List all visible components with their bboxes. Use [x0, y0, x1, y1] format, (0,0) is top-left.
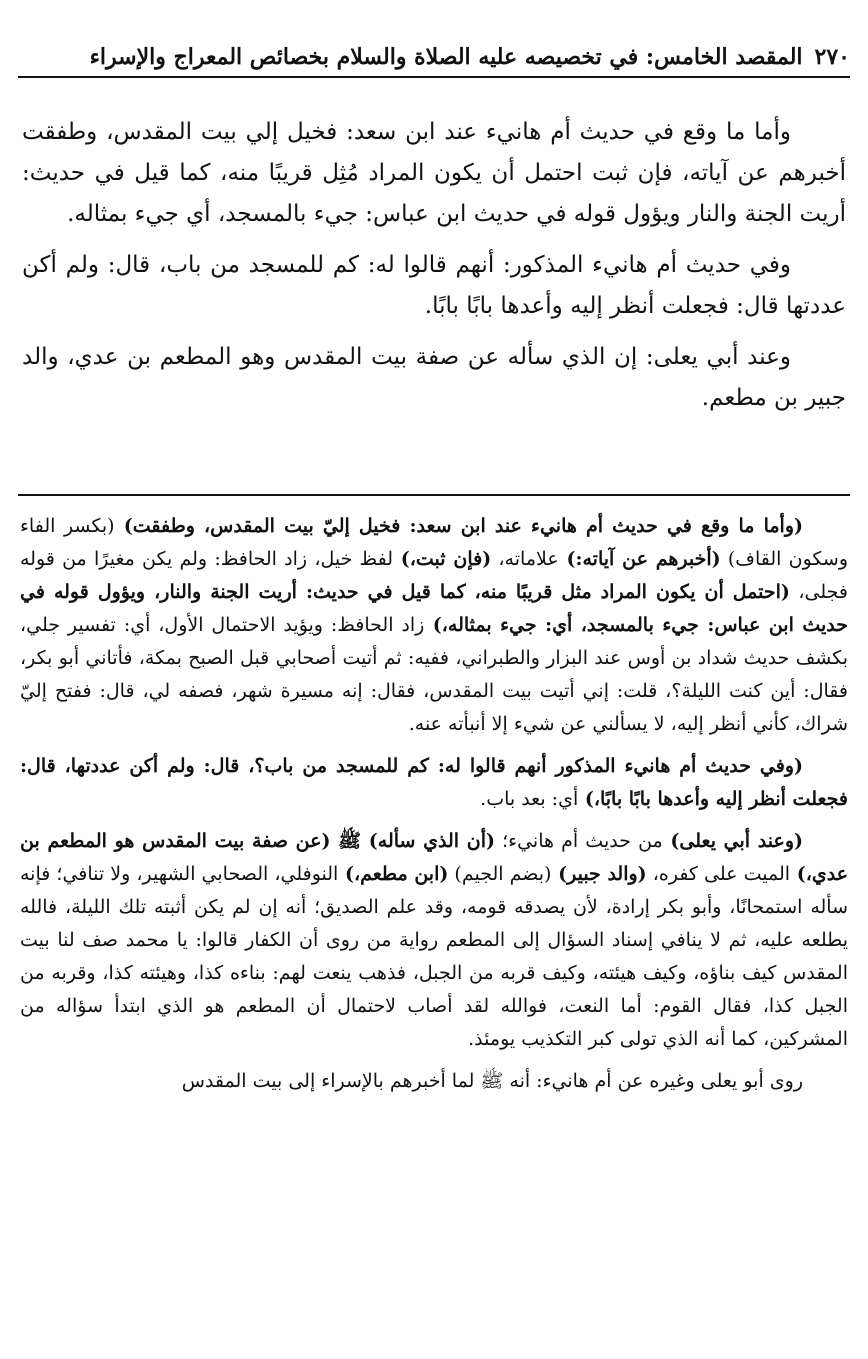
- quoted-matn-text: (وأما ما وقع في حديث أم هانيء عند ابن سعد: فخيل إليّ بيت المقدس، وطفقت): [114, 515, 803, 537]
- quoted-matn-text: (ابن مطعم،): [338, 863, 449, 885]
- commentary-gloss: روى أبو يعلى وغيره عن أم هانيء: أنه ﷺ لما أخبرهم بالإسراء إلى بيت المقدس: [181, 1070, 803, 1092]
- commentary-paragraph: [20, 510, 848, 741]
- commentary-gloss: النوفلي، الصحابي الشهير، ولا تنافي؛ فإنه سأله استمحانًا، وأبو بكر إرادة، لأن يصدقه قومه، وقد علم الصديق؛ أنه إن لم يكن أثبته تلك الليلة، فالله يطلعه عليه، ثم لا ينافي إسناد السؤال إلى المطعم رواية من روى أن الكفار قالوا: يا محمد صف لنا بيت المقدس كيف بناؤه، وكيف هيئته، وكيف قربه من الجبل، فذهب ينعت لهم: بناءه كذا، وهيئته كذا، وقربه من الجبل كذا، فقال القوم: أما النعت، فوالله لقد أصاب لاحتمال أن المطعم هو الذي ابتدأ سؤاله من المشركين، كما أنه الذي تولى كبر التكذيب يومئذ.: [20, 863, 848, 1050]
- commentary-gloss: (بضم الجيم): [448, 863, 552, 885]
- commentary-gloss: لفظ خيل، زاد الحافظ: ولم يكن مغيرًا من قوله فجلى،: [20, 548, 848, 603]
- quoted-matn-text: (والد جبير): [551, 863, 647, 885]
- commentary-text: [20, 510, 848, 1107]
- commentary-gloss: (بكسر الفاء وسكون القاف): [20, 515, 849, 570]
- commentary-paragraph: [20, 750, 848, 816]
- quoted-matn-text: (احتمل أن يكون المراد مثل قريبًا منه، كما قيل في حديث: أريت الجنة والنار، ويؤول قوله في حديث ابن عباس: جيء بالمسجد، أي: جيء بمثاله،): [20, 581, 848, 636]
- commentary-gloss: زاد الحافظ: ويؤيد الاحتمال الأول، أي: تفسير جلي، بكشف حديث شداد بن أوس عند البزار والطبراني، ففيه: ثم أتيت أصحابي قبل الصبح بمكة، فأتاني أبو بكر، فقال: أين كنت الليلة؟، قلت: إني أتيت بيت المقدس، فقال: إنه مسيرة شهر، فصفه لي، قال: ففتح إليّ شراك، كأني أنظر إليه، لا يسألني عن شيء إلا أنبأته عنه.: [20, 614, 848, 735]
- section-divider: [18, 494, 850, 496]
- commentary-gloss: الميت على كفره،: [646, 863, 791, 885]
- page-number: ٢٧٠: [814, 44, 850, 70]
- main-paragraph: وأما ما وقع في حديث أم هانيء عند ابن سعد: فخيل إلي بيت المقدس، وطفقت أخبرهم عن آياته، فإن ثبت احتمل أن يكون المراد مُثِل قريبًا منه، كما قيل في حديث: أريت الجنة والنار ويؤول قوله في حديث ابن عباس: جيء بالمسجد، أي جيء بمثاله.: [22, 119, 846, 227]
- main-paragraph: وعند أبي يعلى: إن الذي سأله عن صفة بيت المقدس وهو المطعم بن عدي، والد جبير بن مطعم.: [22, 344, 846, 411]
- main-text: [22, 112, 846, 429]
- commentary-gloss: من حديث أم هانيء؛: [494, 830, 663, 852]
- commentary-gloss: أي: بعد باب.: [480, 788, 579, 810]
- quoted-matn-text: (أن الذي سأله) ﷺ (عن صفة بيت المقدس هو المطعم بن عدي،): [20, 830, 849, 885]
- quoted-matn-text: (وفي حديث أم هانيء المذكور أنهم قالوا له: كم للمسجد من باب؟، قال: ولم أكن عددتها، قال: فجعلت أنظر إليه وأعدها بابًا بابًا،): [20, 755, 848, 810]
- commentary-gloss: علاماته،: [491, 548, 559, 570]
- chapter-title: المقصد الخامس: في تخصيصه عليه الصلاة والسلام بخصائص المعراج والإسراء: [89, 44, 803, 70]
- quoted-matn-text: (فإن ثبت،): [392, 548, 492, 570]
- commentary-paragraph: [20, 1065, 848, 1098]
- quoted-matn-text: (وعند أبي يعلى): [662, 830, 803, 852]
- commentary-paragraph: [20, 825, 848, 1056]
- running-header: [18, 44, 850, 78]
- quoted-matn-text: (أخبرهم عن آياته:): [558, 548, 721, 570]
- main-paragraph: وفي حديث أم هانيء المذكور: أنهم قالوا له: كم للمسجد من باب، قال: ولم أكن عددتها قال: فجعلت أنظر إليه وأعدها بابًا بابًا.: [22, 252, 846, 319]
